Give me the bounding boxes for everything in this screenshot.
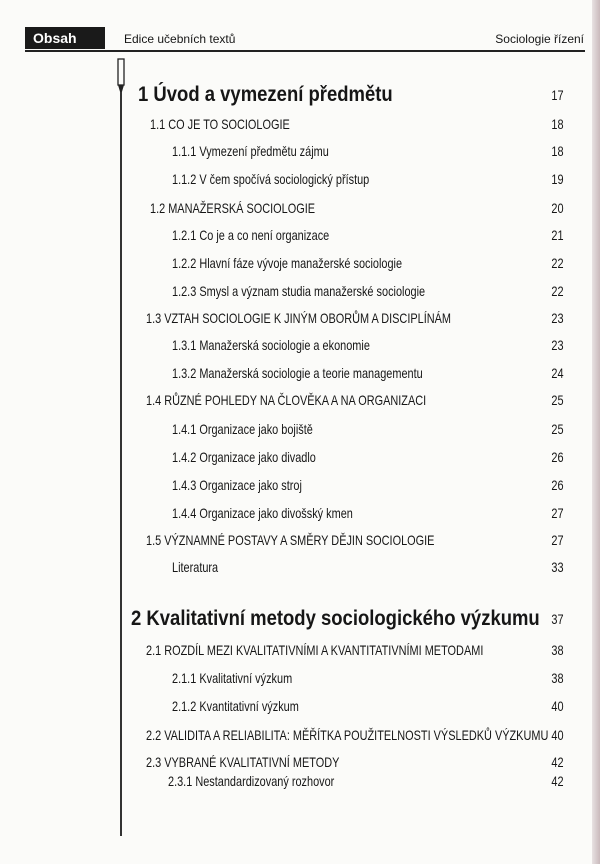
entry-page: 40: [551, 727, 564, 743]
toc-entry[interactable]: [0, 168, 600, 190]
entry-page: 33: [551, 559, 564, 575]
entry-title: 1 Úvod a vymezení předmětu: [138, 83, 393, 106]
toc-entry[interactable]: [0, 667, 600, 689]
entry-title: 1.4.4 Organizace jako divošský kmen: [172, 505, 353, 521]
entry-page: 20: [551, 200, 564, 216]
entry-title: 2.3.1 Nestandardizovaný rozhovor: [168, 773, 335, 789]
toc-entry[interactable]: [0, 639, 600, 661]
entry-title: 2 Kvalitativní metody sociologického výzkumu: [131, 607, 540, 630]
toc-entry[interactable]: [0, 724, 600, 746]
entry-title: 2.1.2 Kvantitativní výzkum: [172, 698, 299, 714]
entry-page: 21: [551, 227, 564, 243]
entry-title: 1.4 RŮZNÉ POHLEDY NA ČLOVĚKA A NA ORGANIZACI: [146, 392, 427, 408]
entry-title: 1.3.1 Manažerská sociologie a ekonomie: [172, 337, 370, 353]
toc-entry[interactable]: [0, 474, 600, 496]
toc-entry[interactable]: [0, 252, 600, 274]
toc-entry[interactable]: [0, 446, 600, 468]
header-rule: [25, 50, 585, 52]
toc-entry[interactable]: [0, 84, 600, 106]
entry-title: 1.1.2 V čem spočívá sociologický přístup: [172, 171, 370, 187]
entry-title: 1.4.3 Organizace jako stroj: [172, 477, 302, 493]
entry-title: 1.4.1 Organizace jako bojiště: [172, 421, 313, 437]
toc-entry[interactable]: [0, 224, 600, 246]
entry-page: 42: [551, 754, 564, 770]
entry-title: 1.3.2 Manažerská sociologie a teorie managementu: [172, 365, 423, 381]
entry-title: 1.2.2 Hlavní fáze vývoje manažerské sociologie: [172, 255, 403, 271]
entry-page: 17: [551, 87, 564, 103]
entry-page: 24: [551, 365, 564, 381]
toc-entry[interactable]: [0, 608, 600, 630]
section-label: Obsah: [25, 27, 105, 49]
series-title: Edice učebních textů: [124, 32, 236, 46]
entry-page: 40: [551, 698, 564, 714]
entry-title: Literatura: [172, 559, 219, 575]
toc-entry[interactable]: [0, 197, 600, 219]
entry-title: 1.5 VÝZNAMNÉ POSTAVY A SMĚRY DĚJIN SOCIOLOGIE: [146, 532, 435, 548]
entry-page: 18: [551, 143, 564, 159]
toc-entry[interactable]: [0, 362, 600, 384]
entry-page: 38: [551, 642, 564, 658]
entry-page: 26: [551, 449, 564, 465]
entry-page: 27: [551, 505, 564, 521]
entry-title: 1.3 VZTAH SOCIOLOGIE K JINÝM OBORŮM A DISCIPLÍNÁM: [146, 310, 452, 326]
toc-entry[interactable]: [0, 695, 600, 717]
entry-page: 42: [551, 773, 564, 789]
entry-page: 25: [551, 421, 564, 437]
toc-entry[interactable]: [0, 529, 600, 551]
book-title: Sociologie řízení: [495, 32, 584, 46]
toc-entry[interactable]: [0, 556, 600, 578]
entry-title: 2.3 VYBRANÉ KVALITATIVNÍ METODY: [146, 754, 340, 770]
toc-entry[interactable]: [0, 770, 600, 792]
entry-title: 2.2 VALIDITA A RELIABILITA: MĚŘÍTKA POUŽITELNOSTI VÝSLEDKŮ VÝZKUMU: [146, 727, 549, 743]
entry-page: 38: [551, 670, 564, 686]
entry-title: 2.1 ROZDÍL MEZI KVALITATIVNÍMI A KVANTITATIVNÍMI METODAMI: [146, 642, 484, 658]
entry-page: 19: [551, 171, 564, 187]
entry-title: 1.2 MANAŽERSKÁ SOCIOLOGIE: [150, 200, 316, 216]
entry-page: 22: [551, 255, 564, 271]
entry-title: 2.1.1 Kvalitativní výzkum: [172, 670, 293, 686]
entry-page: 18: [551, 116, 564, 132]
toc-entry[interactable]: [0, 502, 600, 524]
entry-page: 27: [551, 532, 564, 548]
toc-entry[interactable]: [0, 418, 600, 440]
entry-page: 26: [551, 477, 564, 493]
toc-entry[interactable]: [0, 307, 600, 329]
entry-title: 1.2.3 Smysl a význam studia manažerské sociologie: [172, 283, 426, 299]
entry-title: 1.4.2 Organizace jako divadlo: [172, 449, 316, 465]
toc-entry[interactable]: [0, 140, 600, 162]
entry-page: 25: [551, 392, 564, 408]
toc-entry[interactable]: [0, 334, 600, 356]
entry-page: 23: [551, 337, 564, 353]
entry-page: 37: [551, 611, 564, 627]
entry-title: 1.2.1 Co je a co není organizace: [172, 227, 330, 243]
entry-page: 22: [551, 283, 564, 299]
entry-title: 1.1.1 Vymezení předmětu zájmu: [172, 143, 329, 159]
toc-entry[interactable]: [0, 113, 600, 135]
entry-title: 1.1 CO JE TO SOCIOLOGIE: [150, 116, 290, 132]
toc-entry[interactable]: [0, 389, 600, 411]
entry-page: 23: [551, 310, 564, 326]
toc-entry[interactable]: [0, 280, 600, 302]
